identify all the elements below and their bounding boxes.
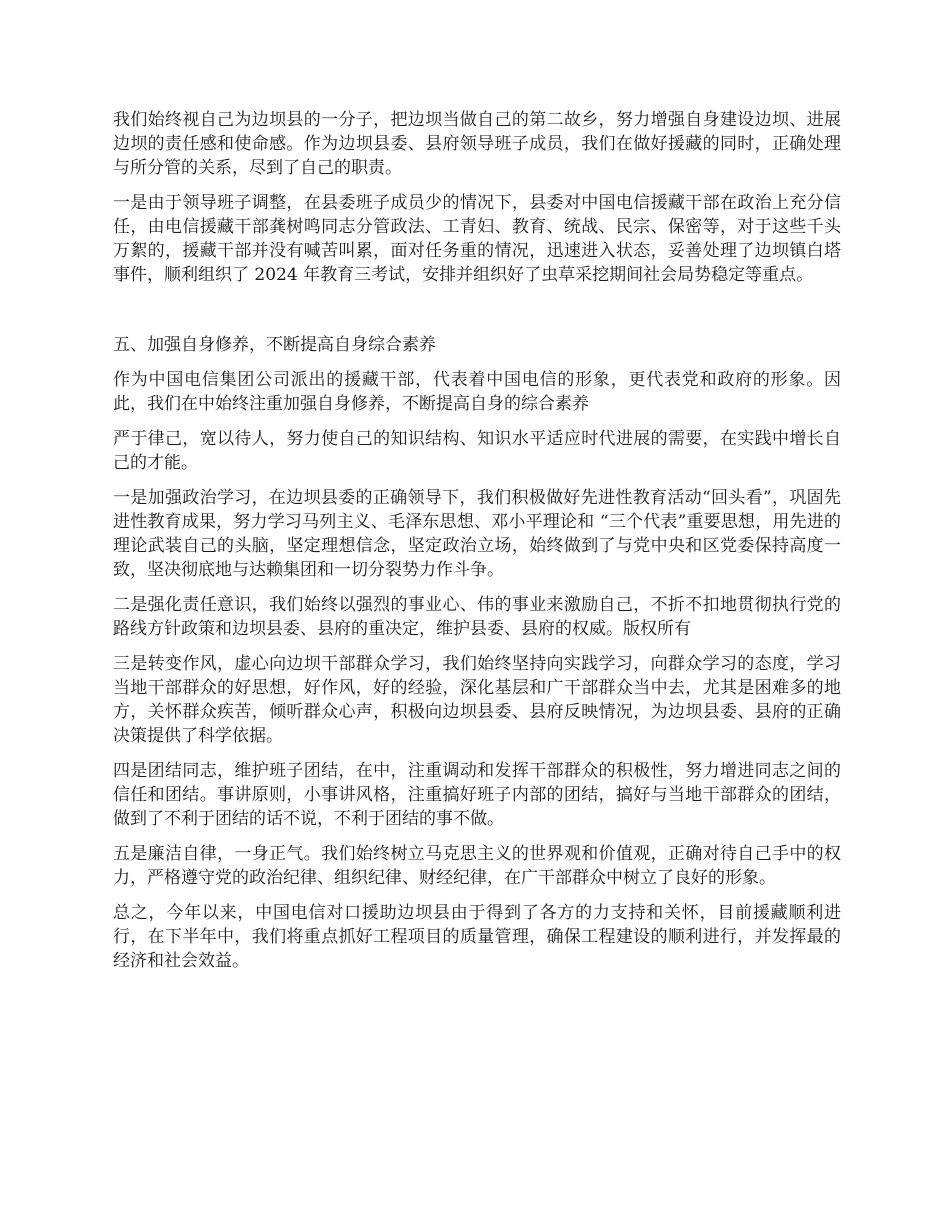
paragraph-representing-telecom: 作为中国电信集团公司派出的援藏干部，代表着中国电信的形象，更代表党和政府的形象。因此，我们在中始终注重加强自身修养，不断提高自身的综合素养: [113, 370, 841, 414]
paragraph-integrity: 五是廉洁自律，一身正气。我们始终树立马克思主义的世界观和价值观，正确对待自己手中的权力，严格遵守党的政治纪律、组织纪律、财经纪律，在广干部群众中树立了良好的形象。: [113, 844, 841, 888]
paragraph-responsibility: 二是强化责任意识，我们始终以强烈的事业心、伟的事业来激励自己，不折不扣地贯彻执行党的路线方针政策和边坝县委、县府的重决定，维护县委、县府的权威。版权所有: [113, 595, 841, 639]
paragraph-leadership-adjustment: 一是由于领导班子调整，在县委班子成员少的情况下，县委对中国电信援藏干部在政治上充分信任，由电信援藏干部龚树鸣同志分管政法、工青妇、教育、统战、民宗、保密等，对于这些千头万絮的，援藏干部并没有喊苦叫累，面对任务重的情况，迅速进入状态，妥善处理了边坝镇白塔事件，顺利组织了 2024 年教育三考试，安排并组织好了虫草采挖期间社会局势稳定等重点。: [113, 193, 841, 285]
paragraph-unity: 四是团结同志，维护班子团结，在中，注重调动和发挥干部群众的积极性，努力增进同志之间的信任和团结。事讲原则，小事讲风格，注重搞好班子内部的团结，搞好与当地干部群众的团结，做到了不利于团结的话不说，不利于团结的事不做。: [113, 761, 841, 829]
paragraph-conclusion: 总之，今年以来，中国电信对口援助边坝县由于得到了各方的力支持和关怀，目前援藏顺利进行，在下半年中，我们将重点抓好工程项目的质量管理，确保工程建设的顺利进行，并发挥最的经济和社会效益。: [113, 903, 841, 971]
paragraph-work-style: 三是转变作风，虚心向边坝干部群众学习，我们始终坚持向实践学习，向群众学习的态度，学习当地干部群众的好思想，好作风，好的经验，深化基层和广干部群众当中去，尤其是困难多的地方，关怀群众疾苦，倾听群众心声，积极向边坝县委、县府反映情况，为边坝县委、县府的正确决策提供了科学依据。: [113, 654, 841, 746]
paragraph-self-discipline: 严于律己，宽以待人，努力使自己的知识结构、知识水平适应时代进展的需要，在实践中增长自己的才能。: [113, 429, 841, 473]
section-heading-self-cultivation: 五、加强自身修养，不断提高自身综合素养: [113, 335, 436, 355]
document-page: [113, 108, 841, 984]
paragraph-political-study: 一是加强政治学习，在边坝县委的正确领导下，我们积极做好先进性教育活动“回头看”，巩固先进性教育成果，努力学习马列主义、毛泽东思想、邓小平理论和 “三个代表”重要思想，用先进的理论武装自己的头脑，坚定理想信念，坚定政治立场，始终做到了与党中央和区党委保持高度一致，坚决彻底地与达赖集团和一切分裂势力作斗争。: [113, 488, 841, 580]
paragraph-identity: 我们始终视自己为边坝县的一分子，把边坝当做自己的第二故乡，努力增强自身建设边坝、进展边坝的责任感和使命感。作为边坝县委、县府领导班子成员，我们在做好援藏的同时，正确处理与所分管的关系，尽到了自己的职责。: [113, 110, 841, 178]
